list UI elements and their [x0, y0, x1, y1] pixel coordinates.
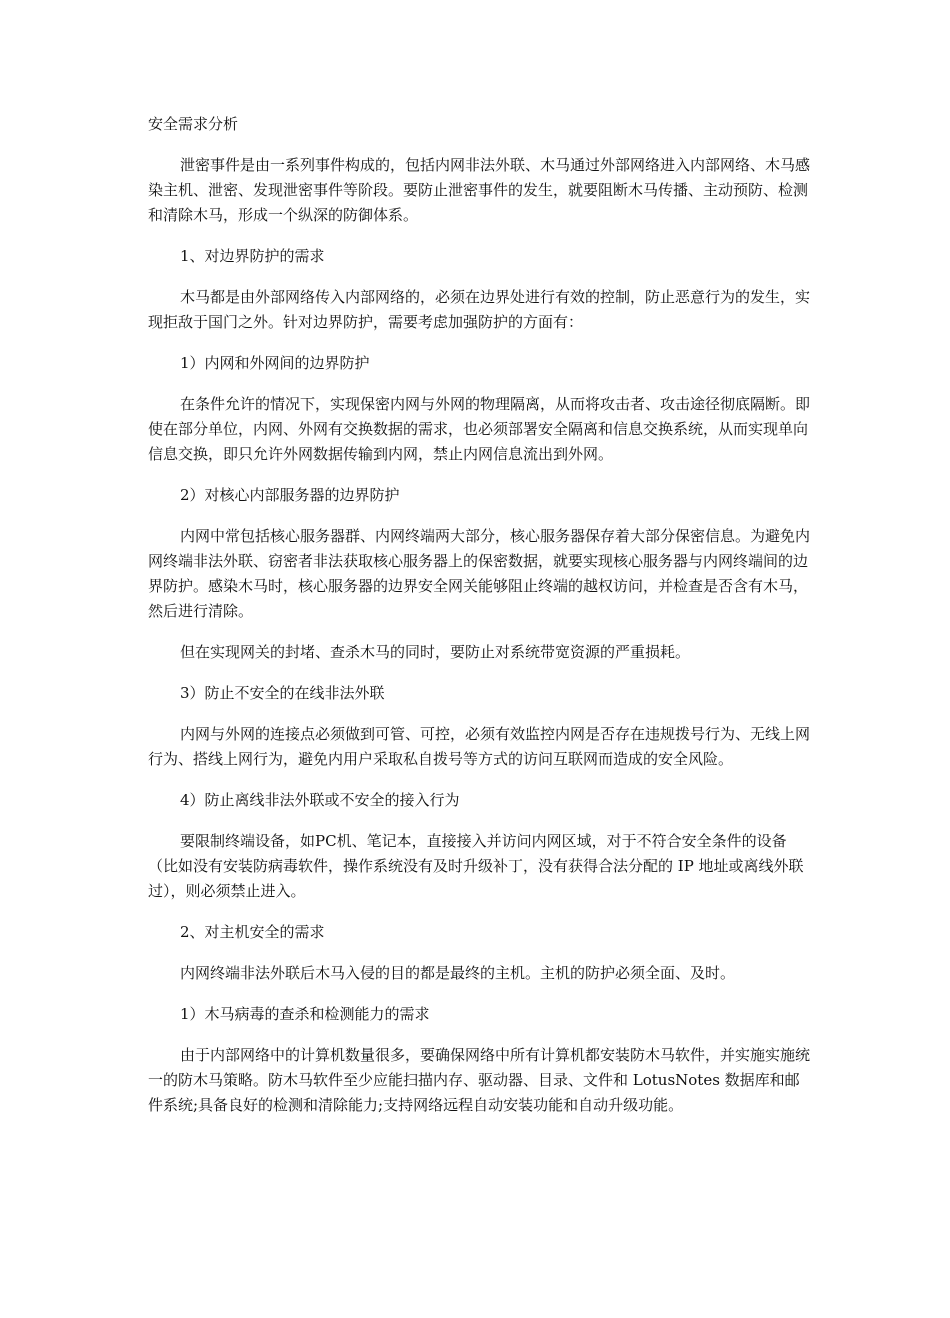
- paragraph: 泄密事件是由一系列事件构成的，包括内网非法外联、木马通过外部网络进入内部网络、木马感染主机、泄密、发现泄密事件等阶段。要防止泄密事件的发生，就要阻断木马传播、主动预防、检测和清除木马，形成一个纵深的防御体系。: [148, 156, 811, 224]
- section-heading: 1、对边界防护的需求: [180, 247, 325, 265]
- section-heading: 1）木马病毒的查杀和检测能力的需求: [180, 1005, 430, 1023]
- paragraph: 内网与外网的连接点必须做到可管、可控，必须有效监控内网是否存在违规拨号行为、无线上网行为、搭线上网行为，避免内用户采取私自拨号等方式的访问互联网而造成的安全风险。: [148, 725, 811, 768]
- section-heading: 3）防止不安全的在线非法外联: [180, 684, 385, 702]
- section-heading: 4）防止离线非法外联或不安全的接入行为: [180, 791, 460, 809]
- paragraph: 内网中常包括核心服务器群、内网终端两大部分，核心服务器保存着大部分保密信息。为避免内网终端非法外联、窃密者非法获取核心服务器上的保密数据，就要实现核心服务器与内网终端间的边界防护。感染木马时，核心服务器的边界安全网关能够阻止终端的越权访问，并检查是否含有木马，然后进行清除。: [148, 527, 811, 620]
- document-blocks: [148, 153, 812, 1118]
- document-title: 安全需求分析: [148, 115, 239, 133]
- paragraph: 由于内部网络中的计算机数量很多，要确保网络中所有计算机都安装防木马软件，并实施实施统一的防木马策略。防木马软件至少应能扫描内存、驱动器、目录、文件和 LotusNotes 数据库和邮件系统;具备良好的检测和清除能力;支持网络远程自动安装功能和自动升级功能。: [148, 1046, 811, 1114]
- section-heading: 1）内网和外网间的边界防护: [180, 354, 370, 372]
- section-heading: 2）对核心内部服务器的边界防护: [180, 486, 400, 504]
- paragraph: 但在实现网关的封堵、查杀木马的同时，要防止对系统带宽资源的严重损耗。: [180, 643, 691, 661]
- paragraph: 内网终端非法外联后木马入侵的目的都是最终的主机。主机的防护必须全面、及时。: [180, 964, 736, 982]
- section-heading: 2、对主机安全的需求: [180, 923, 325, 941]
- document-body: [148, 112, 812, 1134]
- paragraph: 在条件允许的情况下，实现保密内网与外网的物理隔离，从而将攻击者、攻击途径彻底隔断。即使在部分单位，内网、外网有交换数据的需求，也必须部署安全隔离和信息交换系统，从而实现单向信息交换，即只允许外网数据传输到内网，禁止内网信息流出到外网。: [148, 395, 811, 463]
- paragraph: 木马都是由外部网络传入内部网络的，必须在边界处进行有效的控制，防止恶意行为的发生，实现拒敌于国门之外。针对边界防护，需要考虑加强防护的方面有：: [148, 288, 811, 331]
- paragraph: 要限制终端设备，如PC机、笔记本，直接接入并访问内网区域，对于不符合安全条件的设备（比如没有安装防病毒软件，操作系统没有及时升级补丁，没有获得合法分配的 IP 地址或离线外联过），则必须禁止进入。: [148, 832, 804, 900]
